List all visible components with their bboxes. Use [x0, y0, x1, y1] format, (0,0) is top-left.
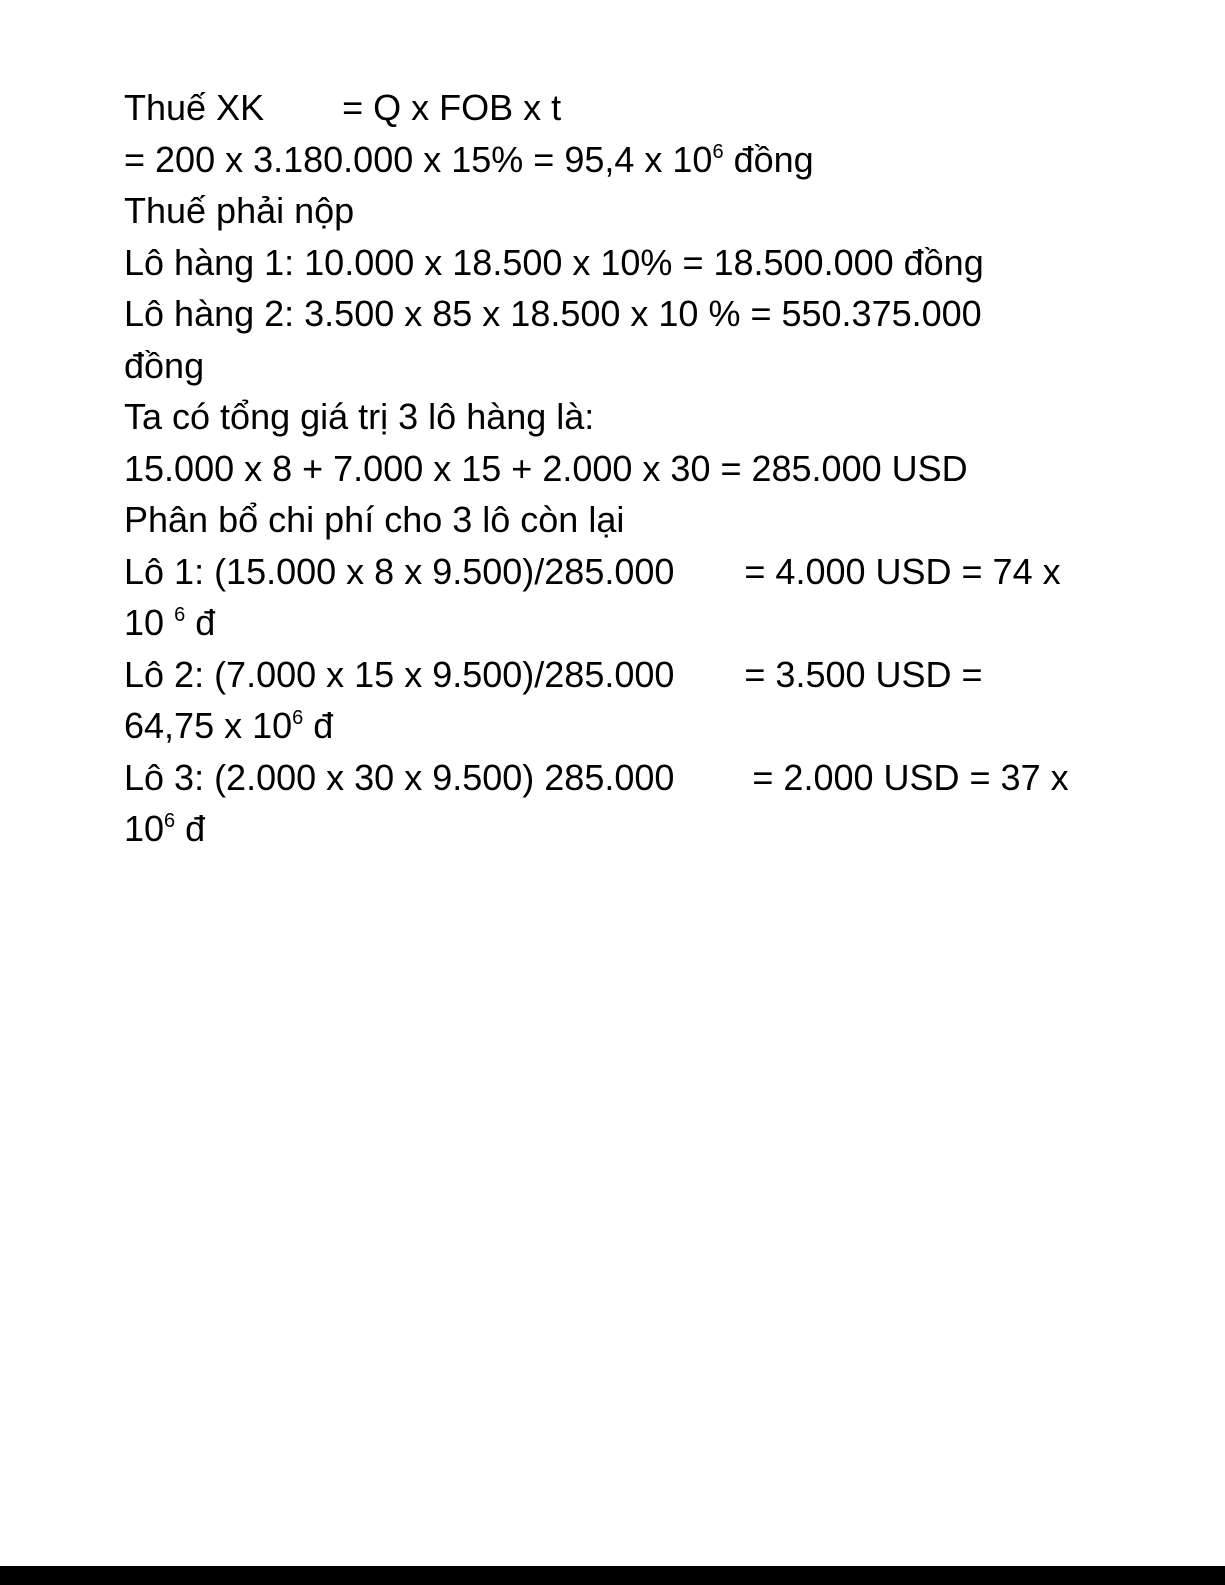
- line-export-tax-formula: [124, 82, 1124, 134]
- line-export-tax-value: = 200 x 3.180.000 x 15% = 95,4 x $10^6$ đồng: [124, 138, 814, 180]
- line-batch-2-tax-unit: đồng: [124, 344, 205, 386]
- document-body: [124, 82, 1124, 855]
- line-allocation-lot-1: Lô 1: (15.000 x 8 x 9.500)/285.000 = 4.000 USD = 74 x: [124, 550, 1061, 592]
- bottom-border: [0, 1566, 1225, 1585]
- export-tax-formula: = Q x FOB x t: [342, 87, 562, 128]
- line-batch-1-tax: Lô hàng 1: 10.000 x 18.500 x 10% = 18.500.000 đồng: [124, 241, 984, 283]
- line-allocation-lot-1-cont: 10 $^6$ đ: [124, 602, 216, 643]
- export-tax-label: Thuế XK: [124, 87, 265, 128]
- line-allocation-lot-2: Lô 2: (7.000 x 15 x 9.500)/285.000 = 3.500 USD =: [124, 653, 983, 695]
- line-allocation-heading: Phân bổ chi phí cho 3 lô còn lại: [124, 499, 625, 540]
- line-allocation-lot-2-cont: 64,75 x $10^6$ đ: [124, 705, 334, 746]
- line-allocation-lot-3-cont: $10^6$ đ: [124, 808, 206, 849]
- line-total-value-heading: Ta có tổng giá trị 3 lô hàng là:: [124, 396, 595, 437]
- line-batch-2-tax: Lô hàng 2: 3.500 x 85 x 18.500 x 10 % = 550.375.000: [124, 293, 982, 334]
- line-total-value: 15.000 x 8 + 7.000 x 15 + 2.000 x 30 = 285.000 USD: [124, 447, 968, 489]
- line-tax-payable-heading: Thuế phải nộp: [124, 190, 355, 231]
- line-allocation-lot-3: Lô 3: (2.000 x 30 x 9.500) 285.000 = 2.000 USD = 37 x: [124, 756, 1069, 798]
